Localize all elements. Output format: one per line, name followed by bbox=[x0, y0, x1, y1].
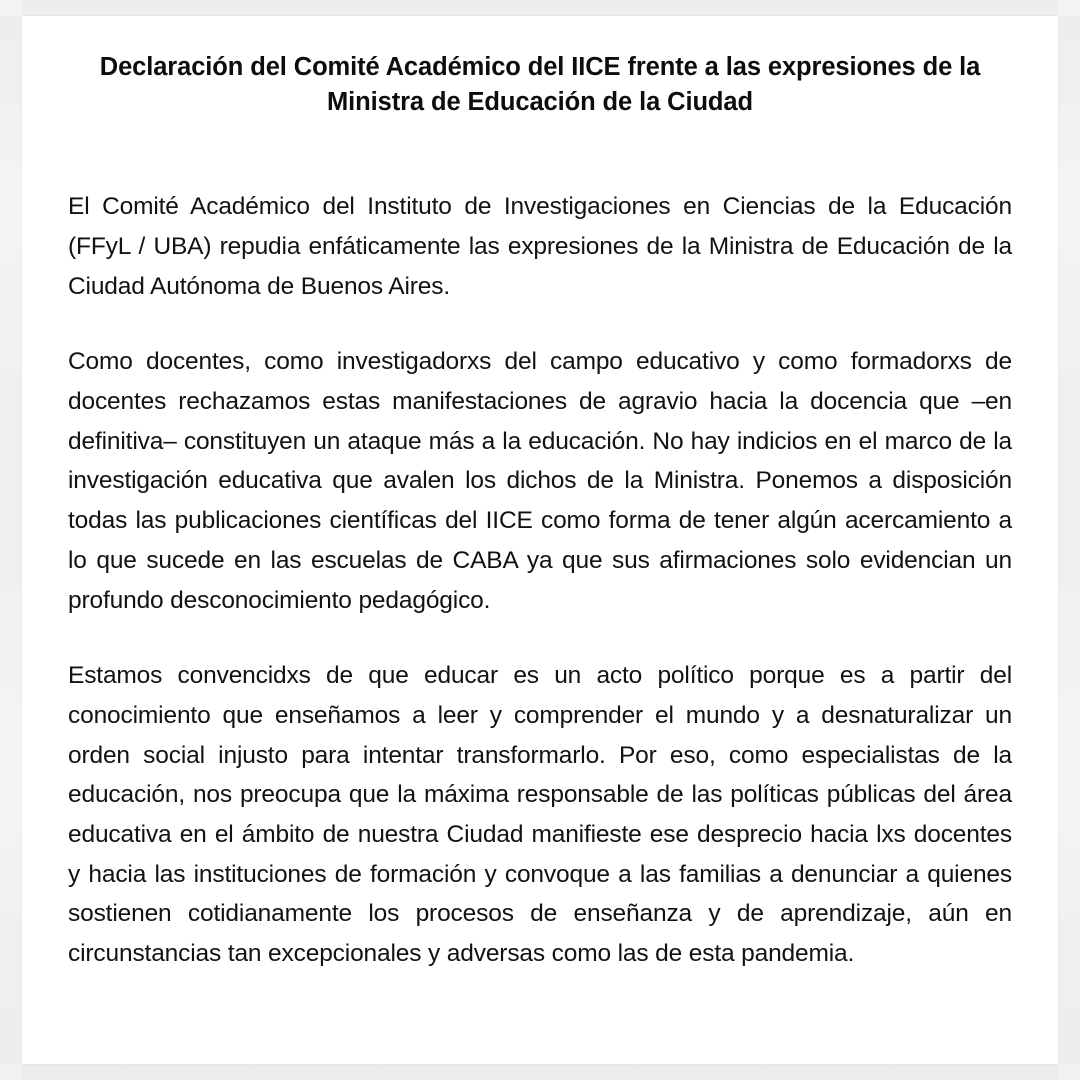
paper-edge-bottom bbox=[0, 1064, 1080, 1080]
page-title: Declaración del Comité Académico del IICE frente a las expresiones de la Ministra de Educación de la Ciudad bbox=[99, 53, 981, 116]
paragraph: El Comité Académico del Instituto de Investigaciones en Ciencias de la Educación (FFyL / UBA) repudia enfáticamente las expresiones de la Ministra de Educación de la Ciudad Autónoma de Buenos Aires. bbox=[68, 193, 1012, 300]
paper-edge-right bbox=[1058, 0, 1080, 1080]
paper-edge-left bbox=[0, 0, 22, 1080]
document-content bbox=[68, 50, 1012, 974]
paragraph: Como docentes, como investigadorxs del campo educativo y como formadorxs de docentes rechazamos estas manifestaciones de agravio hacia la docencia que –en definitiva– constituyen un ataque más a la educación. No hay indicios en el marco de la investigación educativa que avalen los dichos de la Ministra. Ponemos a disposición todas las publicaciones científicas del IICE como forma de tener algún acercamiento a lo que sucede en las escuelas de CABA ya que sus afirmaciones solo evidencian un profundo desconocimiento pedagógico. bbox=[68, 348, 1012, 614]
paragraph: Estamos convencidxs de que educar es un acto político porque es a partir del conocimiento que enseñamos a leer y comprender el mundo y a desnaturalizar un orden social injusto para intentar transformarlo. Por eso, como especialistas de la educación, nos preocupa que la máxima responsable de las políticas públicas del área educativa en el ámbito de nuestra Ciudad manifieste ese desprecio hacia lxs docentes y hacia las instituciones de formación y convoque a las familias a denunciar a quienes sostienen cotidianamente los procesos de enseñanza y de aprendizaje, aún en circunstancias tan excepcionales y adversas como las de esta pandemia. bbox=[68, 662, 1012, 968]
paper-edge-top bbox=[0, 0, 1080, 16]
document-sheet bbox=[22, 16, 1058, 1064]
document-body bbox=[68, 187, 1012, 973]
